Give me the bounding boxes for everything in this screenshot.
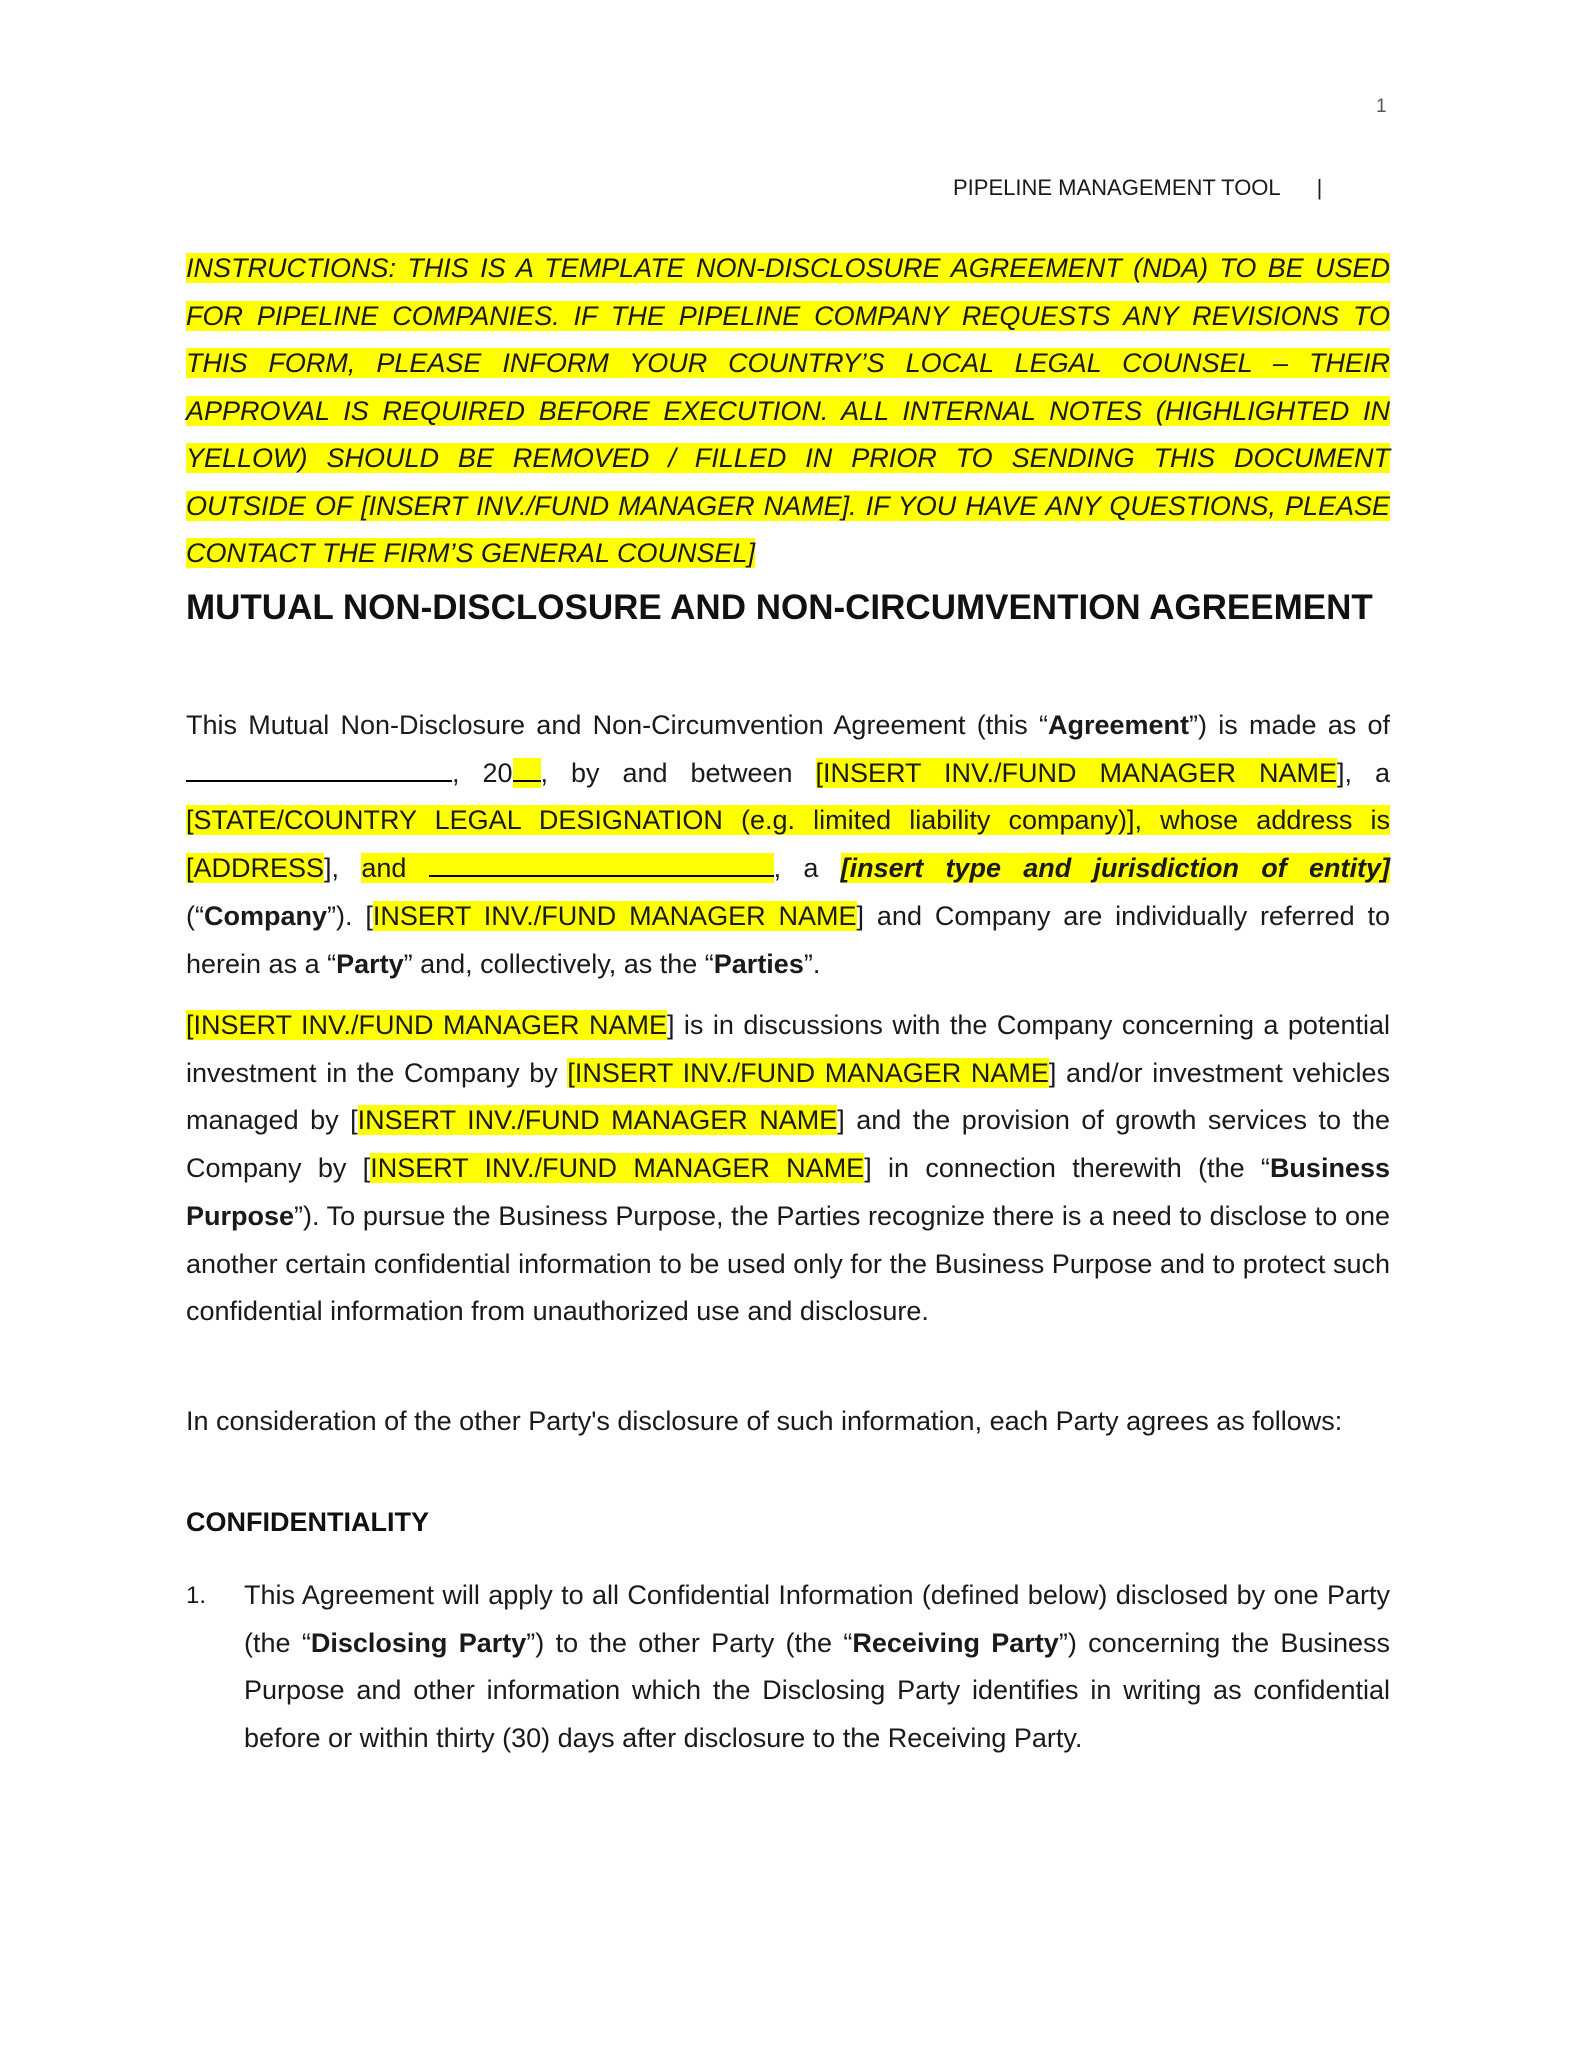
text-run: , a	[773, 853, 841, 884]
text-run: ”). To pursue the Business Purpose, the Parties recognize there is a need to disclose to one another certain confidential information to be used only for the Business Purpose and to protect such confidential information from unauthorized use and disclosure.	[186, 1200, 1390, 1327]
clause-number: 1.	[186, 1582, 207, 1609]
instructions-note	[186, 245, 1390, 578]
text-run: ” and, collectively, as the “	[403, 948, 714, 979]
instructions-text: INSTRUCTIONS: THIS IS A TEMPLATE NON-DISCLOSURE AGREEMENT (NDA) TO BE USED FOR PIPELINE COMPANIES. IF THE PIPELINE COMPANY REQUESTS ANY REVISIONS TO THIS FORM, PLEASE INFORM YOUR COUNTRY’S LOCAL LEGAL COUNSEL – THEIR APPROVAL IS REQUIRED BEFORE EXECUTION. ALL INTERNAL NOTES (HIGHLIGHTED IN YELLOW) SHOULD BE REMOVED / FILLED IN PRIOR TO SENDING THIS DOCUMENT OUTSIDE OF [INSERT INV./FUND MANAGER NAME]. IF YOU HAVE ANY QUESTIONS, PLEASE CONTACT THE FIRM’S GENERAL COUNSEL]	[186, 253, 1390, 568]
defined-term-disclosing-party: Disclosing Party	[310, 1627, 527, 1658]
page-number: 1	[1376, 96, 1387, 117]
text-run: ] and/or investment vehicles managed by [	[186, 1057, 1390, 1136]
text-run: ], a	[1337, 757, 1390, 788]
defined-term-receiving-party: Receiving Party	[852, 1627, 1059, 1658]
text-run: , 20	[452, 757, 513, 788]
text-run: (“	[186, 900, 204, 931]
defined-term-parties: Parties	[713, 948, 804, 979]
text-run: ”) to the other Party (the “	[526, 1627, 853, 1658]
clause-1	[186, 1572, 1390, 1763]
header-title: PIPELINE MANAGEMENT TOOL	[953, 175, 1281, 200]
preamble-paragraph	[186, 702, 1390, 988]
consideration-paragraph: In consideration of the other Party's disclosure of such information, each Party agrees as follows:	[186, 1406, 1343, 1436]
agreement-title: MUTUAL NON-DISCLOSURE AND NON-CIRCUMVENTION AGREEMENT	[186, 588, 1373, 627]
placeholder-manager-name: [INSERT INV./FUND MANAGER NAME	[567, 1057, 1049, 1088]
text-run: ] is in discussions with the Company concerning a potential investment in the Company by	[186, 1010, 1390, 1088]
highlighted-and: and	[361, 853, 407, 884]
text-run: ] in connection therewith (the “	[864, 1153, 1270, 1184]
text-run: ],	[324, 853, 362, 884]
text-run: , by and between	[540, 757, 816, 788]
defined-term-agreement: Agreement	[1047, 710, 1190, 740]
placeholder-manager-name: INSERT INV./FUND MANAGER NAME	[357, 1105, 838, 1136]
placeholder-legal-designation: [STATE/COUNTRY LEGAL DESIGNATION (e.g. limited liability company)], whose address is [ADDRESS	[186, 805, 1390, 884]
text-run: ”) is made as of	[1189, 710, 1391, 740]
defined-term-business-purpose: Business Purpose	[186, 1153, 1390, 1231]
text-run: ”.	[803, 948, 821, 979]
section-heading-confidentiality: CONFIDENTIALITY	[186, 1507, 429, 1537]
text-run: This Agreement will apply to all Confidential Information (defined below) disclosed by one Party (the “	[244, 1580, 1390, 1658]
placeholder-manager-name: INSERT INV./FUND MANAGER NAME	[370, 1153, 865, 1184]
text-run: ] and Company are individually referred to herein as a “	[186, 900, 1390, 979]
year-blank-field[interactable]	[513, 758, 541, 782]
placeholder-manager-name: [INSERT INV./FUND MANAGER NAME	[815, 757, 1337, 788]
counterparty-blank-field[interactable]	[429, 853, 774, 877]
text-run: ”) concerning the Business Purpose and other information which the Disclosing Party identifies in writing as confidential before or within thirty (30) days after disclosure to the Receiving Party.	[244, 1627, 1390, 1754]
clause-1-text	[244, 1572, 1390, 1763]
date-blank-field[interactable]	[186, 758, 452, 782]
placeholder-manager-name: [INSERT INV./FUND MANAGER NAME	[186, 1010, 667, 1040]
text-run: ”). [	[327, 900, 373, 931]
text-run: ] and the provision of growth services to the Company by [	[186, 1105, 1391, 1184]
text-run	[406, 853, 428, 883]
placeholder-manager-name: INSERT INV./FUND MANAGER NAME	[372, 900, 857, 931]
defined-term-party: Party	[336, 948, 404, 979]
text-run: This Mutual Non-Disclosure and Non-Circumvention Agreement (this “	[186, 710, 1048, 740]
placeholder-entity-type: [insert type and jurisdiction of entity]	[840, 853, 1390, 884]
running-header	[953, 175, 1322, 201]
defined-term-company: Company	[203, 900, 328, 931]
recital-paragraph	[186, 1002, 1390, 1336]
header-separator: |	[1316, 175, 1323, 200]
